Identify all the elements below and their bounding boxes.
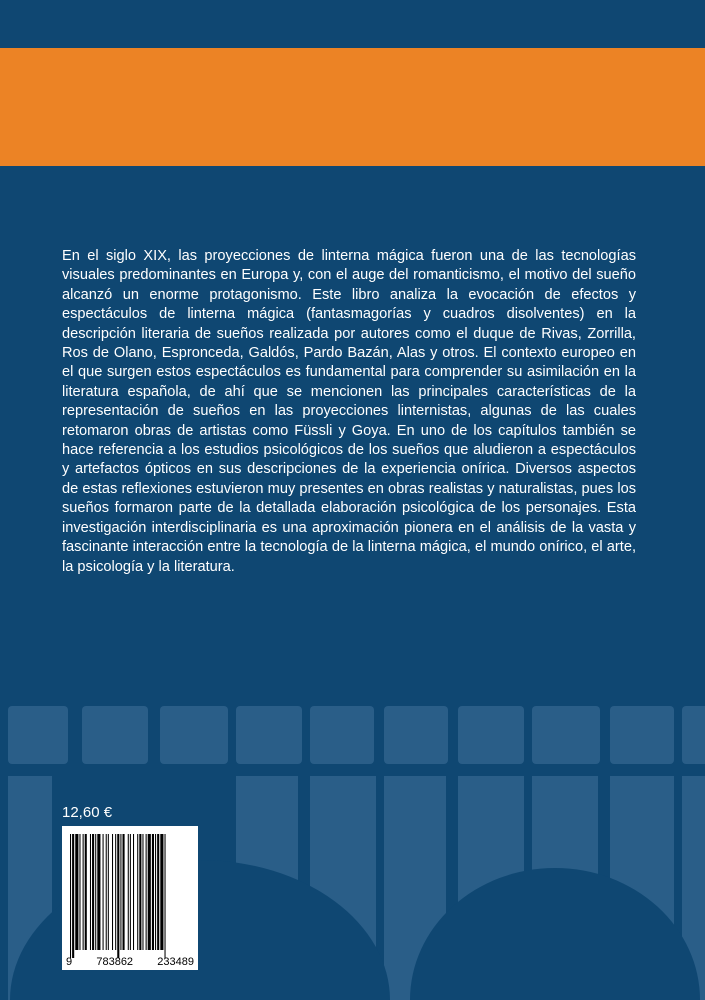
price-label: 12,60 € [62, 804, 113, 821]
back-cover-blurb: En el siglo XIX, las proyecciones de linterna mágica fueron una de las tecnologías visuales predominantes en Europa y, con el auge del romanticismo, el motivo del sueño alcanzó un enorme protagonismo. Este libro analiza la evocación de efectos y espectáculos de linterna mágica (fantasmagorías y cuadros disolventes) en la descripción literaria de sueños realizada por autores como el duque de Rivas, Zorrilla, Ros de Olano, Espronceda, Galdós, Pardo Bazán, Alas y otros. El contexto europeo en el que surgen estos espectáculos es fundamental para comprender su asimilación en la literatura española, de ahí que se mencionen las principales características de la representación de sueños en las proyecciones linternistas, algunas de las cuales retomaron obras de artistas como Füssli y Goya. En uno de los capítulos también se hace referencia a los estudios psicológicos de los sueños que aludieron a espectáculos y artefactos ópticos en sus descripciones de la experiencia onírica. Diversos aspectos de estas reflexiones estuvieron muy presentes en obras realistas y naturalistas, pues los sueños formaron parte de la detallada elaboración psicológica de los personajes. Esta investigación interdisciplinaria es una aproximación pionera en el análisis de la vasta y fascinante interacción entre la tecnología de la linterna mágica, el mundo onírico, el arte, la psicología y la literatura. [62, 248, 636, 575]
barcode-bars [62, 826, 198, 970]
isbn-right-group: 233489 [157, 956, 194, 968]
barcode [62, 826, 198, 970]
isbn-first-digit: 9 [66, 956, 73, 968]
isbn-left-group: 783862 [96, 956, 134, 968]
isbn-number [62, 956, 198, 968]
